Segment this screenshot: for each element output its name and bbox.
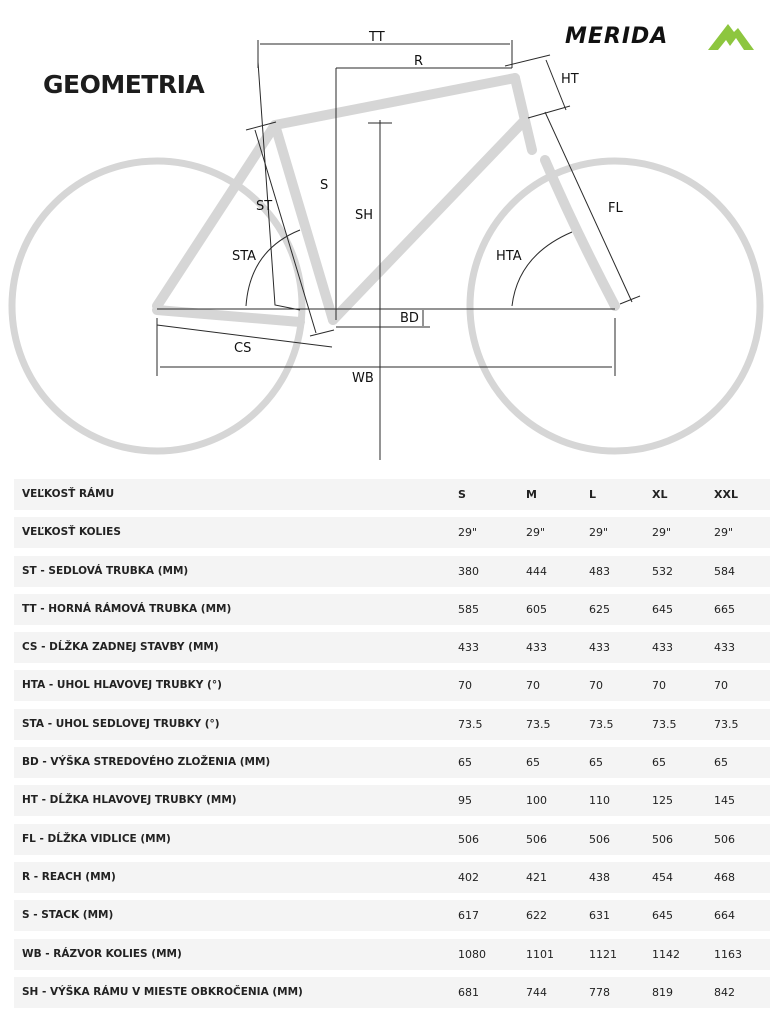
row-value: 70 xyxy=(589,679,603,693)
table-row xyxy=(14,824,770,855)
row-value: 70 xyxy=(526,679,540,693)
row-value: 468 xyxy=(714,870,735,884)
table-row xyxy=(14,785,770,816)
row-value: 125 xyxy=(652,794,673,808)
brand-wordmark: MERIDA xyxy=(565,24,669,49)
table-row xyxy=(14,939,770,970)
table-row xyxy=(14,632,770,663)
row-value: 454 xyxy=(652,870,673,884)
row-label: HTA - UHOL HLAVOVEJ TRUBKY (°) xyxy=(22,679,222,692)
row-value: 73.5 xyxy=(589,717,614,731)
fork xyxy=(545,160,615,306)
row-value: 1142 xyxy=(652,947,680,961)
row-value: 65 xyxy=(526,756,540,770)
label-wb: WB xyxy=(352,371,374,386)
row-value: 605 xyxy=(526,602,547,616)
row-value: 645 xyxy=(652,602,673,616)
row-value: 70 xyxy=(458,679,472,693)
row-label: S - STACK (MM) xyxy=(22,909,114,922)
row-label: WB - RÁZVOR KOLIES (MM) xyxy=(22,947,182,960)
row-value: 29" xyxy=(652,526,672,540)
row-value: 506 xyxy=(589,832,610,846)
row-value: 506 xyxy=(458,832,479,846)
row-value: 665 xyxy=(714,602,735,616)
header-size: XXL xyxy=(714,488,738,501)
header-size: M xyxy=(526,488,537,501)
table-header-row xyxy=(14,479,770,510)
row-value: 842 xyxy=(714,985,735,999)
row-value: 819 xyxy=(652,985,673,999)
row-value: 70 xyxy=(652,679,666,693)
label-r: R xyxy=(414,54,424,69)
header-size: L xyxy=(589,488,597,501)
row-value: 29" xyxy=(458,526,478,540)
label-fl: FL xyxy=(608,201,623,216)
row-value: 70 xyxy=(714,679,728,693)
seat-stay xyxy=(157,125,275,306)
row-value: 433 xyxy=(589,641,610,655)
row-value: 145 xyxy=(714,794,735,808)
page-title: GEOMETRIA xyxy=(43,70,205,99)
head-tube xyxy=(515,78,532,150)
row-value: 1101 xyxy=(526,947,554,961)
table-row xyxy=(14,670,770,701)
row-value: 645 xyxy=(652,909,673,923)
row-label: SH - VÝŠKA RÁMU V MIESTE OBKROČENIA (MM) xyxy=(22,985,303,998)
row-value: 631 xyxy=(589,909,610,923)
row-value: 617 xyxy=(458,909,479,923)
row-value: 73.5 xyxy=(652,717,677,731)
table-row xyxy=(14,517,770,548)
row-value: 483 xyxy=(589,564,610,578)
header-size: S xyxy=(458,488,466,501)
row-value: 532 xyxy=(652,564,673,578)
row-value: 110 xyxy=(589,794,610,808)
row-value: 402 xyxy=(458,870,479,884)
label-bd: BD xyxy=(400,311,419,326)
row-value: 622 xyxy=(526,909,547,923)
label-cs: CS xyxy=(234,341,252,356)
row-value: 100 xyxy=(526,794,547,808)
table-row xyxy=(14,977,770,1008)
row-value: 65 xyxy=(458,756,472,770)
row-value: 73.5 xyxy=(458,717,483,731)
label-ht: HT xyxy=(561,72,579,87)
row-value: 681 xyxy=(458,985,479,999)
row-value: 433 xyxy=(526,641,547,655)
row-value: 73.5 xyxy=(714,717,739,731)
row-label: VEĽKOSŤ KOLIES xyxy=(22,526,121,539)
chain-stay xyxy=(157,310,300,322)
table-row xyxy=(14,900,770,931)
label-sh: SH xyxy=(355,208,374,223)
row-label: BD - VÝŠKA STREDOVÉHO ZLOŽENIA (MM) xyxy=(22,756,271,769)
geometry-table xyxy=(14,479,770,1015)
row-value: 65 xyxy=(652,756,666,770)
row-value: 29" xyxy=(526,526,546,540)
top-tube xyxy=(275,78,515,125)
header-size: XL xyxy=(652,488,668,501)
row-label: TT - HORNÁ RÁMOVÁ TRUBKA (MM) xyxy=(22,602,232,615)
row-value: 29" xyxy=(714,526,734,540)
row-value: 95 xyxy=(458,794,472,808)
row-value: 744 xyxy=(526,985,547,999)
row-label: HT - DĹŽKA HLAVOVEJ TRUBKY (MM) xyxy=(22,794,237,807)
table-row xyxy=(14,556,770,587)
row-value: 1080 xyxy=(458,947,486,961)
row-value: 664 xyxy=(714,909,735,923)
row-value: 29" xyxy=(589,526,609,540)
row-value: 433 xyxy=(714,641,735,655)
label-st: ST xyxy=(256,199,273,214)
label-sta: STA xyxy=(232,249,257,264)
header-label: VEĽKOSŤ RÁMU xyxy=(22,488,115,500)
table-row xyxy=(14,594,770,625)
row-value: 585 xyxy=(458,602,479,616)
row-value: 421 xyxy=(526,870,547,884)
row-value: 506 xyxy=(652,832,673,846)
row-value: 778 xyxy=(589,985,610,999)
row-label: ST - SEDLOVÁ TRUBKA (MM) xyxy=(22,564,189,577)
row-value: 433 xyxy=(652,641,673,655)
row-value: 506 xyxy=(526,832,547,846)
label-s: S xyxy=(320,178,329,193)
row-value: 438 xyxy=(589,870,610,884)
row-value: 625 xyxy=(589,602,610,616)
table-row xyxy=(14,862,770,893)
row-value: 380 xyxy=(458,564,479,578)
geometry-diagram xyxy=(0,0,783,470)
label-hta: HTA xyxy=(496,249,522,264)
row-value: 1163 xyxy=(714,947,742,961)
row-value: 506 xyxy=(714,832,735,846)
table-row xyxy=(14,709,770,740)
table-row xyxy=(14,747,770,778)
row-label: CS - DĹŽKA ZADNEJ STAVBY (MM) xyxy=(22,641,219,654)
row-value: 1121 xyxy=(589,947,617,961)
row-value: 444 xyxy=(526,564,547,578)
row-value: 65 xyxy=(714,756,728,770)
row-label: STA - UHOL SEDLOVEJ TRUBKY (°) xyxy=(22,717,220,730)
row-label: R - REACH (MM) xyxy=(22,870,116,883)
row-value: 73.5 xyxy=(526,717,551,731)
row-value: 65 xyxy=(589,756,603,770)
label-tt: TT xyxy=(369,30,385,45)
row-label: FL - DĹŽKA VIDLICE (MM) xyxy=(22,832,171,845)
row-value: 433 xyxy=(458,641,479,655)
row-value: 584 xyxy=(714,564,735,578)
